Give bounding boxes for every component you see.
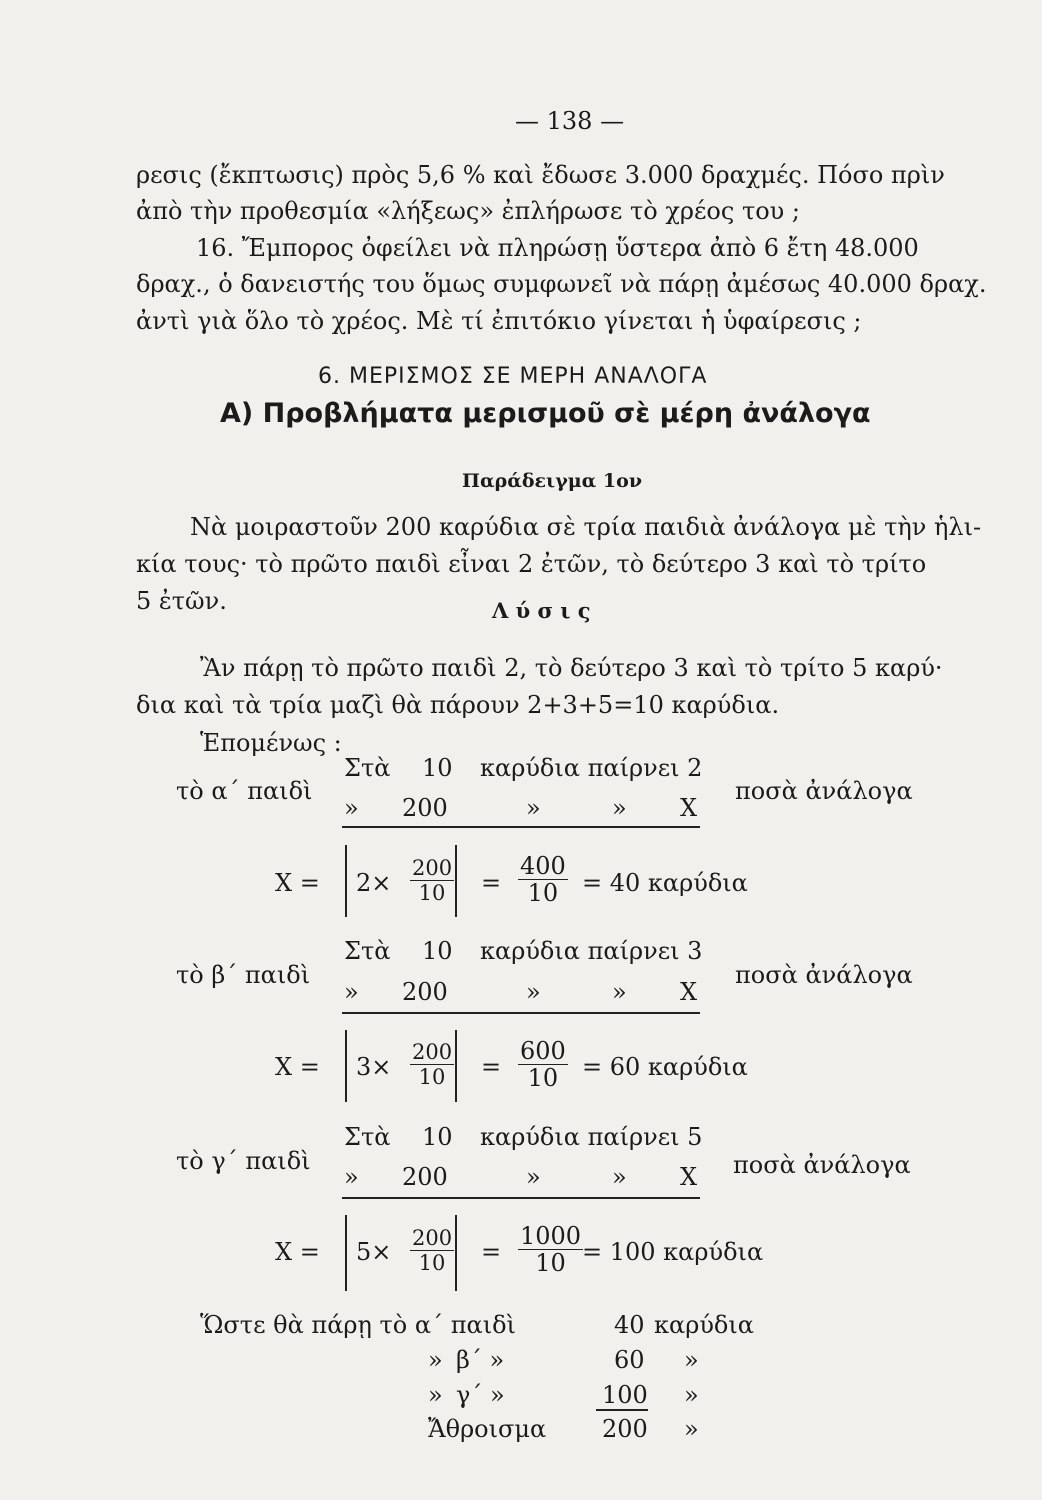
summary-label: »	[428, 1346, 443, 1374]
block-row2-mark: »	[344, 978, 359, 1006]
denominator: 10	[418, 881, 446, 905]
equals-sign: =	[481, 1238, 502, 1266]
x-equals: X =	[275, 869, 320, 897]
denominator: 10	[527, 879, 559, 907]
text-line: ἀπὸ τὴν προθεσμία «λήξεως» ἐπλήρωσε τὸ χρέος του ;	[136, 197, 800, 225]
fraction	[410, 1226, 454, 1275]
block-row2-mark: »	[344, 794, 359, 822]
equals-sign: =	[481, 1053, 502, 1081]
child-label: τὸ β΄ παιδὶ	[176, 961, 311, 989]
subsection-title: Α) Προβλήματα μερισμοῦ σὲ μέρη ἀνάλογα	[220, 398, 871, 429]
fraction	[518, 1223, 583, 1276]
text-line: 16. Ἔμπορος ὀφείλει νὰ πληρώσῃ ὕστερα ἀπὸ 6 ἔτη 48.000	[196, 234, 919, 262]
numerator: 400	[520, 852, 566, 880]
block-row2-mark: »	[526, 978, 541, 1006]
fraction	[518, 853, 568, 906]
page-number: — 138 —	[515, 107, 625, 135]
factor: 3×	[356, 1053, 392, 1081]
section-title: 6. ΜΕΡΙΣΜΟΣ ΣΕ ΜΕΡΗ ΑΝΑΛΟΓΑ	[318, 364, 708, 389]
block-row2-value: 200	[402, 978, 448, 1006]
summary-unit: καρύδια	[654, 1311, 754, 1339]
block-row1-label: Στὰ	[344, 937, 391, 965]
denominator: 10	[418, 1065, 446, 1089]
block-row2-mark: »	[612, 794, 627, 822]
fraction	[410, 856, 454, 905]
summary-value: 60	[614, 1346, 645, 1374]
solution-title: Λ ύ σ ι ς	[492, 598, 591, 623]
block-row1-text: καρύδια παίρνει 5	[480, 1123, 703, 1151]
summary-label: Ἄθροισμα	[428, 1415, 547, 1443]
block-row2-mark: »	[526, 1163, 541, 1191]
block-row2-mark: »	[526, 794, 541, 822]
summary-value: 40	[614, 1311, 645, 1339]
block-row2-x: X	[680, 1163, 698, 1191]
text-line: δραχ., ὁ δανειστής του ὅμως συμφωνεῖ νὰ πάρῃ ἀμέσως 40.000 δραχ.	[136, 270, 987, 298]
child-label: τὸ α΄ παιδὶ	[176, 777, 313, 805]
numerator: 200	[412, 1226, 453, 1250]
factor: 5×	[356, 1238, 392, 1266]
block-row1-value: 10	[422, 1123, 453, 1151]
block-row1-value: 10	[422, 754, 453, 782]
block-row1-text: καρύδια παίρνει 2	[480, 754, 703, 782]
fraction	[410, 1040, 454, 1089]
divider-rule	[342, 1012, 700, 1014]
block-row2-mark: »	[612, 978, 627, 1006]
therefore-label: Ἑπομένως :	[200, 729, 342, 757]
result: = 100 καρύδια	[582, 1238, 764, 1266]
summary-value: 100	[602, 1381, 648, 1409]
summary-label: »	[428, 1381, 443, 1409]
summary-label: γ΄ »	[456, 1381, 505, 1409]
summary-unit: »	[684, 1346, 699, 1374]
text-line: ρεσις (ἔκπτωσις) πρὸς 5,6 % καὶ ἔδωσε 3.000 δραχμές. Πόσο πρὶν	[136, 161, 945, 189]
denominator: 10	[418, 1251, 446, 1275]
numerator: 1000	[520, 1222, 582, 1250]
result: = 60 καρύδια	[582, 1053, 748, 1081]
block-row1-text: καρύδια παίρνει 3	[480, 937, 703, 965]
numerator: 200	[412, 1040, 453, 1064]
result: = 40 καρύδια	[582, 869, 748, 897]
block-row1-label: Στὰ	[344, 1123, 391, 1151]
numerator: 600	[520, 1037, 566, 1065]
sum-rule	[596, 1409, 648, 1411]
block-row2-x: X	[680, 794, 698, 822]
summary-label: β΄ »	[456, 1346, 505, 1374]
child-label: τὸ γ΄ παιδὶ	[176, 1147, 311, 1175]
proportional-label: ποσὰ ἀνάλογα	[735, 961, 913, 989]
factor: 2×	[356, 869, 392, 897]
equals-sign: =	[481, 869, 502, 897]
x-equals: X =	[275, 1238, 320, 1266]
problem-line: Νὰ μοιραστοῦν 200 καρύδια σὲ τρία παιδιὰ ἀνάλογα μὲ τὴν ἡλι-	[190, 513, 982, 541]
proportional-label: ποσὰ ἀνάλογα	[733, 1151, 911, 1179]
block-row1-label: Στὰ	[344, 754, 391, 782]
proportional-label: ποσὰ ἀνάλογα	[735, 777, 913, 805]
solution-line: Ἂν πάρῃ τὸ πρῶτο παιδὶ 2, τὸ δεύτερο 3 καὶ τὸ τρίτο 5 καρύ·	[200, 654, 943, 682]
text-line: ἀντὶ γιὰ ὅλο τὸ χρέος. Μὲ τί ἐπιτόκιο γίνεται ἡ ὑφαίρεσις ;	[136, 307, 862, 335]
denominator: 10	[535, 1249, 566, 1277]
summary-value: 200	[602, 1415, 648, 1443]
x-equals: X =	[275, 1053, 320, 1081]
summary-label: Ὥστε θὰ πάρῃ τὸ α΄ παιδὶ	[200, 1311, 516, 1339]
divider-rule	[342, 1197, 700, 1199]
problem-line: κία τους· τὸ πρῶτο παιδὶ εἶναι 2 ἐτῶν, τὸ δεύτερο 3 καὶ τὸ τρίτο	[136, 550, 927, 578]
example-title: Παράδειγμα 1ον	[462, 470, 642, 492]
problem-line: 5 ἐτῶν.	[136, 587, 227, 615]
summary-unit: »	[684, 1415, 699, 1443]
block-row2-value: 200	[402, 794, 448, 822]
block-row2-value: 200	[402, 1163, 448, 1191]
denominator: 10	[527, 1064, 559, 1092]
block-row2-mark: »	[612, 1163, 627, 1191]
numerator: 200	[412, 856, 453, 880]
solution-line: δια καὶ τὰ τρία μαζὶ θὰ πάρουν 2+3+5=10 καρύδια.	[136, 691, 780, 719]
divider-rule	[342, 826, 700, 828]
fraction	[518, 1038, 568, 1091]
block-row2-mark: »	[344, 1163, 359, 1191]
block-row2-x: X	[680, 978, 698, 1006]
summary-unit: »	[684, 1381, 699, 1409]
block-row1-value: 10	[422, 937, 453, 965]
